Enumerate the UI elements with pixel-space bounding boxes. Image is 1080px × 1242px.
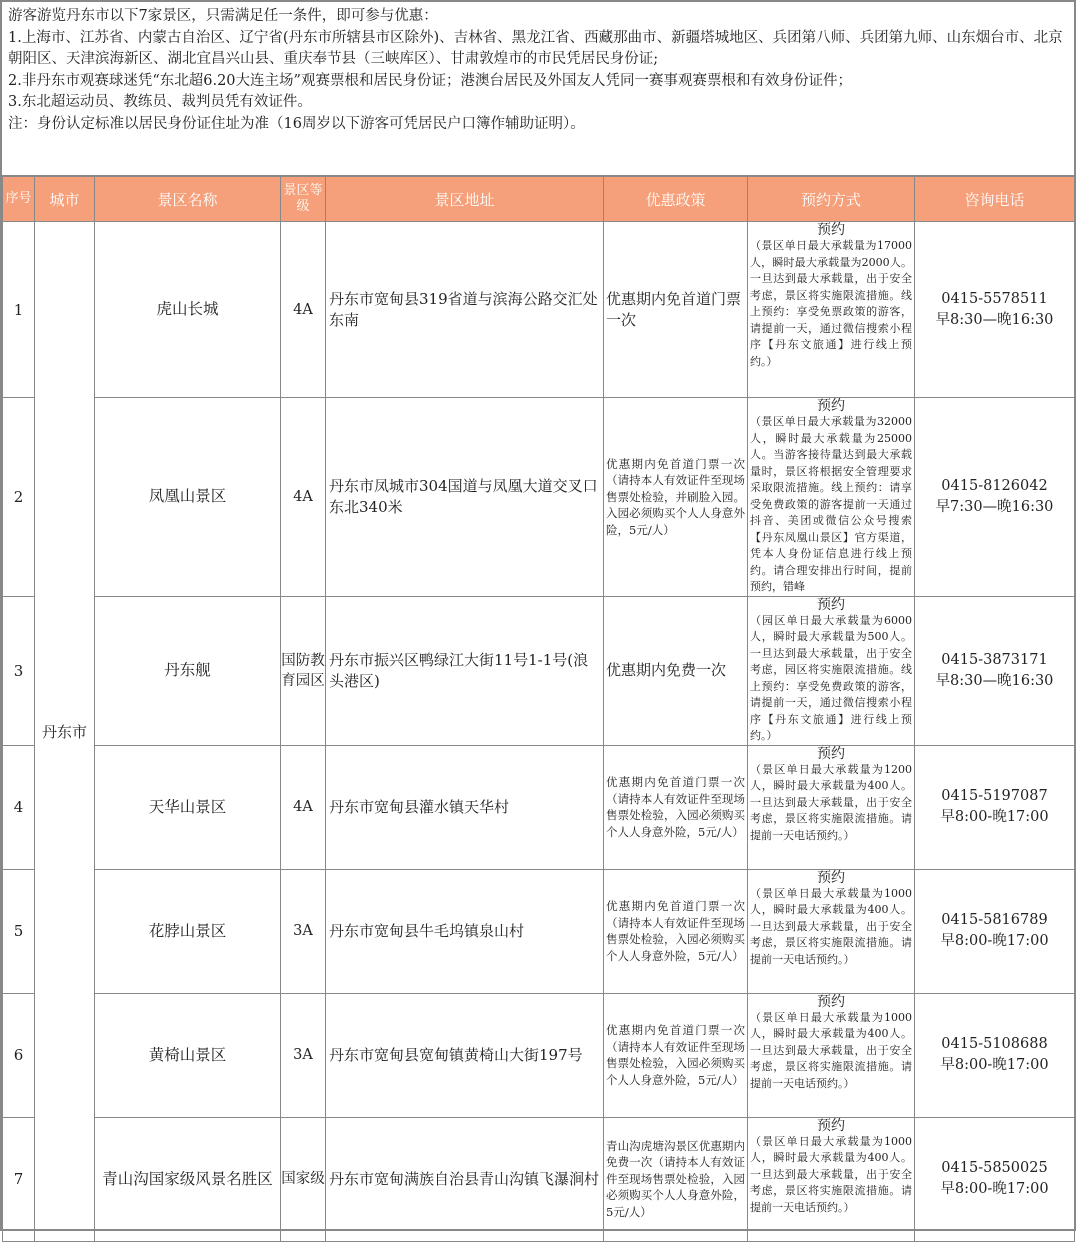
phone-cell xyxy=(915,869,1075,993)
phone-cell xyxy=(915,398,1075,597)
col-header-reserve: 预约方式 xyxy=(748,177,915,222)
table-row xyxy=(3,596,1075,745)
table-header-row xyxy=(3,177,1075,222)
reserve-cell xyxy=(748,398,915,597)
name-cell: 丹东舰 xyxy=(95,596,281,745)
level-cell: 国家级 xyxy=(281,1117,326,1241)
opening-hours: 早8:00-晚17:00 xyxy=(940,809,1049,825)
level-cell: 4A xyxy=(281,398,326,597)
reserve-cell xyxy=(748,1117,915,1241)
policy-cell: 优惠期内免首道门票一次 xyxy=(604,222,748,398)
reserve-text: （景区单日最大承载量为17000人，瞬时最大承载量为2000人。一旦达到最大承载量，出于安全考虑，景区将实施限流措施。线上预约：享受免票政策的游客，请提前一天，通过微信搜索小程序【丹东文旅通】进行线上预约。） xyxy=(750,239,912,368)
reserve-title: 预约 xyxy=(817,596,845,613)
level-cell: 4A xyxy=(281,745,326,869)
phone-number: 0415-5108688 xyxy=(941,1036,1048,1052)
reserve-text: （景区单日最大承载量为32000人，瞬时最大承载量为25000人。当游客接待量达到最大承载量时，景区将根据安全管理要求采取限流措施。线上预约：请享受免费政策的游客提前一天通过抖音、美团或微信公众号搜索【丹东凤凰山景区】官方渠道，凭本人身份证信息进行线上预约。请合理安排出行时间，提前预约，错峰 xyxy=(750,415,912,593)
phone-number: 0415-8126042 xyxy=(941,477,1048,494)
reserve-text: （景区单日最大承载量为1000人，瞬时最大承载量为400人。一旦达到最大承载量，出于安全考虑，景区将实施限流措施。请提前一天电话预约。） xyxy=(750,886,912,966)
name-cell: 黄椅山景区 xyxy=(95,993,281,1117)
reserve-title: 预约 xyxy=(817,745,845,762)
policy-cell: 青山沟虎塘沟景区优惠期内免费一次（请持本人有效证件至现场售票处检验，入园必须购买个人人身意外险，5元/人） xyxy=(604,1117,748,1241)
seq-cell: 5 xyxy=(3,869,35,993)
name-cell: 虎山长城 xyxy=(95,222,281,398)
table-row xyxy=(3,1117,1075,1241)
address-cell: 丹东市振兴区鸭绿江大街11号1-1号(浪头港区) xyxy=(326,596,604,745)
address-cell: 丹东市凤城市304国道与凤凰大道交叉口东北340米 xyxy=(326,398,604,597)
reserve-cell xyxy=(748,596,915,745)
reserve-text: （园区单日最大承载量为6000人，瞬时最大承载量为500人。一旦达到最大承载量，出于安全考虑，园区将实施限流措施。线上预约：享受免费政策的游客，请提前一天，通过微信搜索小程序【丹东文旅通】进行线上预约。） xyxy=(750,613,912,742)
col-header-phone: 咨询电话 xyxy=(915,177,1075,222)
policy-cell: 优惠期内免首道门票一次（请持本人有效证件至现场售票处检验，入园必须购买个人人身意外险，5元/人） xyxy=(604,869,748,993)
opening-hours: 早8:30—晚16:30 xyxy=(935,672,1054,689)
notice-line: 2.非丹东市观赛球迷凭“东北超6.20大连主场”观赛票根和居民身份证；港澳台居民及外国友人凭同一赛事观赛票根和有效身份证件； xyxy=(8,72,852,89)
reserve-text: （景区单日最大承载量为1200人，瞬时最大承载量为400人。一旦达到最大承载量，出于安全考虑，景区将实施限流措施。请提前一天电话预约。） xyxy=(750,762,912,842)
level-cell: 3A xyxy=(281,993,326,1117)
seq-cell: 2 xyxy=(3,398,35,597)
opening-hours: 早8:00-晚17:00 xyxy=(940,1057,1049,1073)
notice-block xyxy=(2,2,1074,176)
address-cell: 丹东市宽甸县牛毛坞镇泉山村 xyxy=(326,869,604,993)
reserve-cell xyxy=(748,869,915,993)
opening-hours: 早8:00-晚17:00 xyxy=(940,933,1049,949)
opening-hours: 早8:30—晚16:30 xyxy=(935,311,1054,328)
col-header-seq: 序号 xyxy=(3,177,35,222)
reserve-title: 预约 xyxy=(817,398,845,414)
seq-cell: 4 xyxy=(3,745,35,869)
policy-cell: 优惠期内免首道门票一次（请持本人有效证件至现场售票处检验，入园必须购买个人人身意外险，5元/人） xyxy=(604,993,748,1117)
table-row xyxy=(3,869,1075,993)
opening-hours: 早8:00-晚17:00 xyxy=(940,1181,1049,1197)
scenic-spots-table xyxy=(2,176,1075,1242)
reserve-title: 预约 xyxy=(817,869,845,886)
policy-cell: 优惠期内免首道门票一次（请持本人有效证件至现场售票处检验，并刷脸入园。入园必须购买个人人身意外险，5元/人） xyxy=(604,398,748,597)
city-cell: 丹东市 xyxy=(35,222,95,1242)
notice-line: 3.东北超运动员、教练员、裁判员凭有效证件。 xyxy=(8,94,312,110)
phone-cell xyxy=(915,1117,1075,1241)
policy-cell: 优惠期内免费一次 xyxy=(604,596,748,745)
reserve-title: 预约 xyxy=(817,222,845,238)
opening-hours: 早7:30—晚16:30 xyxy=(935,498,1054,515)
reserve-cell xyxy=(748,993,915,1117)
seq-cell: 7 xyxy=(3,1117,35,1241)
table-row xyxy=(3,993,1075,1117)
seq-cell: 1 xyxy=(3,222,35,398)
col-header-city: 城市 xyxy=(35,177,95,222)
address-cell: 丹东市宽甸县宽甸镇黄椅山大街197号 xyxy=(326,993,604,1117)
notice-line: 1.上海市、江苏省、内蒙古自治区、辽宁省(丹东市所辖县市区除外)、吉林省、黑龙江省、西藏那曲市、新疆塔城地区、兵团第八师、兵团第九师、山东烟台市、北京朝阳区、天津滨海新区、湖北宜昌兴山县、重庆奉节县（三峡库区）、甘肃敦煌市的市民凭居民身份证; xyxy=(8,29,1063,67)
reserve-text: （景区单日最大承载量为1000人，瞬时最大承载量为400人。一旦达到最大承载量，出于安全考虑，景区将实施限流措施。请提前一天电话预约。） xyxy=(750,1010,912,1090)
phone-number: 0415-5816789 xyxy=(941,912,1048,928)
level-cell: 3A xyxy=(281,869,326,993)
seq-cell: 3 xyxy=(3,596,35,745)
address-cell: 丹东市宽甸满族自治县青山沟镇飞瀑涧村 xyxy=(326,1117,604,1241)
name-cell: 天华山景区 xyxy=(95,745,281,869)
reserve-cell xyxy=(748,745,915,869)
col-header-policy: 优惠政策 xyxy=(604,177,748,222)
col-header-level: 景区等级 xyxy=(281,177,326,222)
phone-number: 0415-5578511 xyxy=(941,290,1048,307)
phone-cell xyxy=(915,222,1075,398)
reserve-cell xyxy=(748,222,915,398)
phone-number: 0415-5850025 xyxy=(941,1160,1048,1176)
name-cell: 花脖山景区 xyxy=(95,869,281,993)
name-cell: 凤凰山景区 xyxy=(95,398,281,597)
table-row xyxy=(3,398,1075,597)
col-header-name: 景区名称 xyxy=(95,177,281,222)
reserve-text: （景区单日最大承载量为1000人，瞬时最大承载量为400人。一旦达到最大承载量，出于安全考虑，景区将实施限流措施。请提前一天电话预约。） xyxy=(750,1134,912,1214)
phone-number: 0415-3873171 xyxy=(941,651,1048,668)
address-cell: 丹东市宽甸县灌水镇天华村 xyxy=(326,745,604,869)
level-cell: 4A xyxy=(281,222,326,398)
seq-cell: 6 xyxy=(3,993,35,1117)
phone-cell xyxy=(915,745,1075,869)
table-row xyxy=(3,222,1075,398)
phone-number: 0415-5197087 xyxy=(941,788,1048,804)
reserve-title: 预约 xyxy=(817,1117,845,1134)
table-row xyxy=(3,745,1075,869)
policy-cell: 优惠期内免首道门票一次（请持本人有效证件至现场售票处检验，入园必须购买个人人身意外险，5元/人） xyxy=(604,745,748,869)
col-header-address: 景区地址 xyxy=(326,177,604,222)
level-cell: 国防教育园区 xyxy=(281,596,326,745)
notice-line: 注：身份认定标准以居民身份证住址为准（16周岁以下游客可凭居民户口簿作辅助证明）。 xyxy=(8,115,585,132)
notice-line: 游客游览丹东市以下7家景区，只需满足任一条件，即可参与优惠： xyxy=(8,8,438,24)
address-cell: 丹东市宽甸县319省道与滨海公路交汇处东南 xyxy=(326,222,604,398)
reserve-title: 预约 xyxy=(817,993,845,1010)
phone-cell xyxy=(915,596,1075,745)
phone-cell xyxy=(915,993,1075,1117)
name-cell: 青山沟国家级风景名胜区 xyxy=(95,1117,281,1241)
